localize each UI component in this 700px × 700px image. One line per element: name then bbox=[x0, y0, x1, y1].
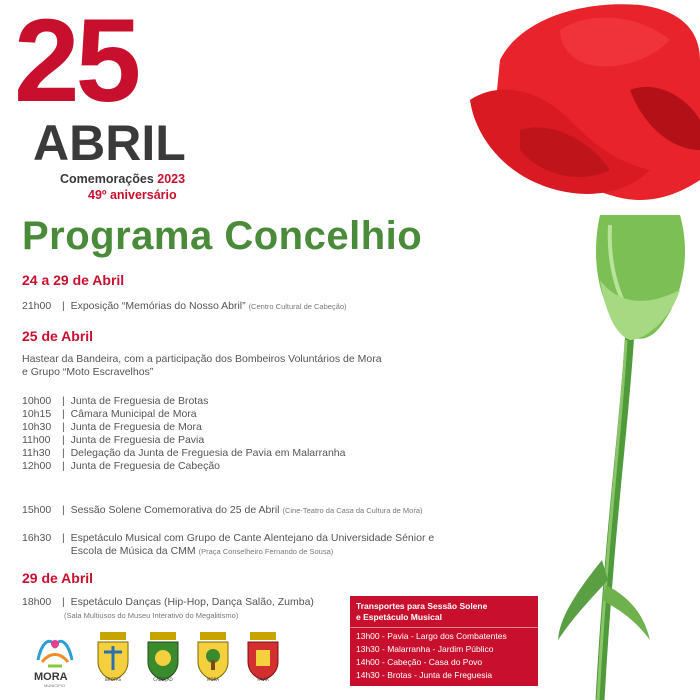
stem bbox=[600, 330, 630, 700]
section-heading: 24 a 29 de Abril bbox=[22, 272, 125, 288]
venue-note: (Centro Cultural de Cabeção) bbox=[248, 302, 347, 311]
time-label: 10h00 bbox=[22, 395, 52, 407]
schedule-line: 10h00 | Junta de Freguesia de Brotas bbox=[22, 395, 209, 407]
divider bbox=[350, 627, 538, 628]
pavia-crest-icon bbox=[242, 632, 284, 682]
anniversary-label: 49º aniversário bbox=[88, 188, 177, 202]
mora-logo-subtext: MUNICÍPIO bbox=[44, 683, 66, 688]
transport-title bbox=[356, 601, 536, 623]
event-text: Espetáculo Musical com Grupo de Cante Alentejano da Universidade Sénior e bbox=[70, 532, 435, 544]
time-label: 12h00 bbox=[22, 460, 52, 472]
crest-label: PAVIA bbox=[257, 677, 269, 682]
time-label: 11h30 bbox=[22, 447, 51, 459]
schedule-line: 18h00 | Espetáculo Danças (Hip-Hop, Dança Salão, Zumba) bbox=[22, 596, 314, 608]
schedule-line: 10h15 | Câmara Municipal de Mora bbox=[22, 408, 197, 420]
section-heading: 25 de Abril bbox=[22, 328, 94, 344]
mora-municipality-logo bbox=[30, 630, 80, 688]
commemoration-label: Comemorações bbox=[60, 172, 154, 186]
venue-note: (Cine-Teatro da Casa da Cultura de Mora) bbox=[282, 506, 423, 515]
venue-note: (Sala Multiusos do Museu Interativo do Megalitismo) bbox=[64, 611, 239, 620]
program-title: Programa Concelhio bbox=[22, 214, 423, 258]
event-text: Delegação da Junta de Freguesia de Pavia em Malarranha bbox=[70, 447, 346, 459]
cabecao-crest-icon bbox=[142, 632, 184, 682]
mora-logo-text: MORA bbox=[34, 671, 68, 683]
schedule-line: 11h30 | Delegação da Junta de Freguesia de Pavia em Malarranha bbox=[22, 447, 346, 459]
event-text: Junta de Freguesia de Cabeção bbox=[70, 460, 220, 472]
schedule-line: 21h00 | Exposição “Memórias do Nosso Abril” (Centro Cultural de Cabeção) bbox=[22, 300, 347, 312]
transport-title-line: e Espetáculo Musical bbox=[356, 612, 442, 622]
schedule-line: 11h00 | Junta de Freguesia de Pavia bbox=[22, 434, 205, 446]
transport-title-line: Transportes para Sessão Solene bbox=[356, 601, 488, 611]
event-text: Junta de Freguesia de Mora bbox=[70, 421, 202, 433]
event-text: Junta de Freguesia de Brotas bbox=[70, 395, 209, 407]
brotas-crest-icon bbox=[92, 632, 134, 682]
event-text: Escola de Música da CMM bbox=[70, 545, 196, 557]
time-label: 10h15 bbox=[22, 408, 52, 420]
carnation-illustration bbox=[440, 0, 700, 700]
transport-item: 14h00 - Cabeção - Casa do Povo bbox=[356, 657, 483, 667]
time-label: 10h30 bbox=[22, 421, 52, 433]
schedule-line: 12h00 | Junta de Freguesia de Cabeção bbox=[22, 460, 220, 472]
transport-item: 14h30 - Brotas - Junta de Freguesia bbox=[356, 670, 493, 680]
event-text: Exposição “Memórias do Nosso Abril” bbox=[70, 300, 246, 312]
event-text: Câmara Municipal de Mora bbox=[70, 408, 197, 420]
mora-crest-icon bbox=[192, 632, 234, 682]
intro-line: e Grupo “Moto Escravelhos” bbox=[22, 366, 154, 378]
transport-item: 13h30 - Malarranha - Jardim Público bbox=[356, 644, 494, 654]
day-number: 25 bbox=[14, 0, 138, 127]
time-label: 15h00 bbox=[22, 504, 52, 516]
transport-item: 13h00 - Pavia - Largo dos Combatentes bbox=[356, 631, 507, 641]
schedule-line-continuation bbox=[22, 545, 333, 557]
event-text: Espetáculo Danças (Hip-Hop, Dança Salão, Zumba) bbox=[70, 596, 314, 608]
intro-line: Hastear da Bandeira, com a participação dos Bombeiros Voluntários de Mora bbox=[22, 353, 382, 365]
time-label: 11h00 bbox=[22, 434, 51, 446]
event-text: Sessão Solene Comemorativa do 25 de Abril bbox=[70, 504, 280, 516]
month-title: ABRIL bbox=[33, 115, 186, 171]
venue-note-line bbox=[64, 609, 238, 621]
crest-label: CABEÇÃO bbox=[153, 677, 173, 682]
crest-label: MORA bbox=[207, 677, 219, 682]
time-label: 16h30 bbox=[22, 532, 52, 544]
schedule-line: 10h30 | Junta de Freguesia de Mora bbox=[22, 421, 202, 433]
section-heading: 29 de Abril bbox=[22, 570, 94, 586]
year-label: 2023 bbox=[157, 172, 186, 186]
event-text: Junta de Freguesia de Pavia bbox=[70, 434, 205, 446]
commemoration-line bbox=[60, 172, 185, 186]
schedule-line: 16h30 | Espetáculo Musical com Grupo de Cante Alentejano da Universidade Sénior e bbox=[22, 532, 435, 544]
venue-note: (Praça Conselheiro Fernando de Sousa) bbox=[198, 547, 334, 556]
schedule-line: 15h00 | Sessão Solene Comemorativa do 25 de Abril (Cine-Teatro da Casa da Cultura de Mora) bbox=[22, 504, 423, 516]
time-label: 21h00 bbox=[22, 300, 52, 312]
time-label: 18h00 bbox=[22, 596, 52, 608]
mora-logo-icon bbox=[30, 630, 80, 670]
crest-label: BROTAS bbox=[104, 677, 122, 682]
transport-box bbox=[350, 596, 538, 686]
